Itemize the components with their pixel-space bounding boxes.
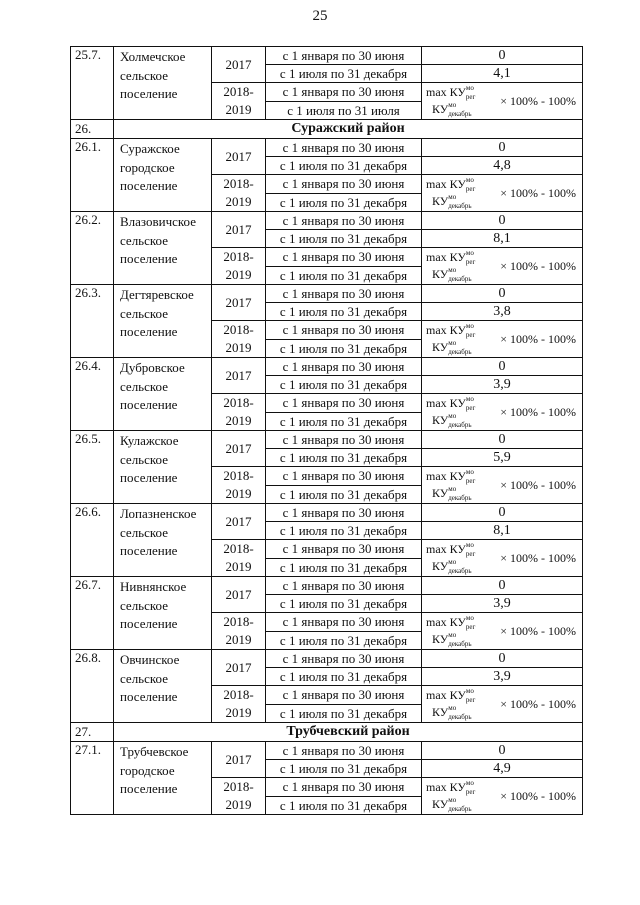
year-2018-2019: [212, 83, 266, 120]
period-first-half: с 1 января по 30 июня: [266, 650, 422, 668]
period-first-half: с 1 января по 30 июня: [266, 742, 422, 760]
settlement-name-line: сельское: [120, 597, 168, 613]
period-second-half: с 1 июля по 31 декабря: [266, 595, 422, 613]
period-first-half: с 1 января по 30 июня: [266, 686, 422, 705]
formula-sup: мо: [465, 468, 474, 476]
formula-sub: декабрь: [448, 640, 472, 648]
formula-ku: КУ: [432, 194, 449, 208]
formula-max: max КУ: [426, 396, 466, 410]
tariff-table-body: [71, 47, 583, 815]
district-row: [71, 120, 583, 139]
formula-numerator: [426, 323, 475, 340]
index-value: 0: [422, 212, 583, 230]
formula: [422, 83, 582, 119]
index-value: 3,9: [422, 595, 583, 613]
index-value: 0: [422, 431, 583, 449]
formula-max: max КУ: [426, 542, 466, 556]
settlement-row: [71, 577, 583, 595]
settlement-name-line: Овчинское: [120, 652, 180, 667]
year-line: 2018-: [223, 84, 254, 99]
settlement-name: [114, 504, 212, 577]
settlement-name-line: сельское: [120, 524, 168, 540]
formula-cell: [422, 175, 583, 212]
year-line: 2018-: [223, 468, 254, 483]
formula-sub: рег: [465, 788, 476, 796]
formula-denominator: [432, 797, 472, 814]
index-value: 3,8: [422, 303, 583, 321]
index-value: 3,9: [422, 376, 583, 394]
row-number: 26.: [71, 120, 114, 139]
period-second-half: с 1 июля по 31 декабря: [266, 522, 422, 540]
settlement-name-line: Нивнянское: [120, 579, 187, 594]
settlement-row: [71, 212, 583, 230]
index-value: 0: [422, 650, 583, 668]
formula-sup: мо: [448, 101, 457, 109]
formula-max: max КУ: [426, 469, 466, 483]
formula-sub: декабрь: [448, 713, 472, 721]
period-second-half: с 1 июля по 31 декабря: [266, 449, 422, 467]
period-second-half: с 1 июля по 31 июля: [266, 101, 422, 120]
formula-ku: КУ: [432, 267, 449, 281]
index-value: 0: [422, 47, 583, 65]
formula-numerator: [426, 615, 475, 632]
page-number: 25: [312, 8, 328, 24]
formula-sub: декабрь: [448, 275, 472, 283]
index-value: 4,9: [422, 760, 583, 778]
formula-sub: декабрь: [448, 202, 472, 210]
settlement-name: [114, 47, 212, 120]
formula-rest: × 100% - 100%: [500, 94, 576, 108]
formula-sup: мо: [448, 412, 457, 420]
settlement-name-line: Дубровское: [120, 360, 185, 375]
formula-ku: КУ: [432, 797, 449, 811]
formula-sub: декабрь: [448, 348, 472, 356]
formula-rest: × 100% - 100%: [500, 259, 576, 273]
settlement-name-line: Суражское: [120, 141, 180, 156]
year-line: 2018-: [223, 322, 254, 337]
formula: [422, 613, 582, 649]
formula-max: max КУ: [426, 177, 466, 191]
settlement-name: [114, 139, 212, 212]
index-value: 8,1: [422, 522, 583, 540]
formula-ku: КУ: [432, 486, 449, 500]
settlement-name-line: Дегтяревское: [120, 287, 194, 302]
formula-numerator: [426, 542, 475, 559]
settlement-name-line: Влазовичское: [120, 214, 196, 229]
formula-sup: мо: [448, 631, 457, 639]
row-number: 26.2.: [71, 212, 114, 285]
year-2017: 2017: [212, 285, 266, 321]
formula-sup: мо: [465, 322, 474, 330]
index-value: 4,1: [422, 65, 583, 83]
formula-max: max КУ: [426, 85, 466, 99]
formula-cell: [422, 321, 583, 358]
settlement-name-line: поселение: [120, 470, 178, 485]
formula-rest: × 100% - 100%: [500, 186, 576, 200]
period-first-half: с 1 января по 30 июня: [266, 285, 422, 303]
formula-denominator: [432, 102, 472, 119]
formula-numerator: [426, 177, 475, 194]
formula-rest: × 100% - 100%: [500, 697, 576, 711]
row-number: 26.1.: [71, 139, 114, 212]
formula-sub: декабрь: [448, 805, 472, 813]
formula-sup: мо: [465, 541, 474, 549]
settlement-row: [71, 285, 583, 303]
year-2018-2019: [212, 394, 266, 431]
row-number: 27.1.: [71, 742, 114, 815]
year-2017: 2017: [212, 650, 266, 686]
period-first-half: с 1 января по 30 июня: [266, 83, 422, 102]
period-second-half: с 1 июля по 31 декабря: [266, 704, 422, 723]
formula-denominator: [432, 486, 472, 503]
period-first-half: с 1 января по 30 июня: [266, 248, 422, 267]
row-number: 26.5.: [71, 431, 114, 504]
formula-sup: мо: [448, 485, 457, 493]
formula-cell: [422, 248, 583, 285]
formula-sub: декабрь: [448, 567, 472, 575]
formula: [422, 686, 582, 722]
period-first-half: с 1 января по 30 июня: [266, 613, 422, 632]
year-2017: 2017: [212, 139, 266, 175]
formula-rest: × 100% - 100%: [500, 478, 576, 492]
year-2018-2019: [212, 175, 266, 212]
formula-denominator: [432, 194, 472, 211]
settlement-row: [71, 431, 583, 449]
formula-numerator: [426, 780, 475, 797]
settlement-row: [71, 742, 583, 760]
settlement-name-line: поселение: [120, 616, 178, 631]
settlement-name-line: поселение: [120, 543, 178, 558]
period-first-half: с 1 января по 30 июня: [266, 47, 422, 65]
index-value: 4,8: [422, 157, 583, 175]
period-first-half: с 1 января по 30 июня: [266, 358, 422, 376]
formula-cell: [422, 613, 583, 650]
year-2018-2019: [212, 321, 266, 358]
row-number: 27.: [71, 723, 114, 742]
settlement-name: [114, 742, 212, 815]
formula-ku: КУ: [432, 340, 449, 354]
year-2018-2019: [212, 467, 266, 504]
settlement-row: [71, 504, 583, 522]
settlement-name-line: сельское: [120, 232, 168, 248]
formula-sub: декабрь: [448, 421, 472, 429]
year-2017: 2017: [212, 212, 266, 248]
formula-cell: [422, 540, 583, 577]
row-number: 25.7.: [71, 47, 114, 120]
formula-sub: рег: [465, 404, 476, 412]
period-first-half: с 1 января по 30 июня: [266, 577, 422, 595]
period-first-half: с 1 января по 30 июня: [266, 540, 422, 559]
formula-cell: [422, 467, 583, 504]
formula-denominator: [432, 632, 472, 649]
period-second-half: с 1 июля по 31 декабря: [266, 303, 422, 321]
settlement-name-line: сельское: [120, 305, 168, 321]
formula-cell: [422, 686, 583, 723]
period-first-half: с 1 января по 30 июня: [266, 431, 422, 449]
settlement-name-line: Холмечское: [120, 49, 186, 64]
index-value: 0: [422, 504, 583, 522]
formula-sup: мо: [448, 266, 457, 274]
formula-rest: × 100% - 100%: [500, 405, 576, 419]
formula-sup: мо: [448, 558, 457, 566]
period-first-half: с 1 января по 30 июня: [266, 321, 422, 340]
settlement-name-line: поселение: [120, 251, 178, 266]
formula: [422, 540, 582, 576]
settlement-name-line: Трубчевское: [120, 744, 189, 759]
period-first-half: с 1 января по 30 июня: [266, 778, 422, 797]
year-2017: 2017: [212, 577, 266, 613]
formula-ku: КУ: [432, 705, 449, 719]
formula-sub: декабрь: [448, 494, 472, 502]
settlement-name-line: сельское: [120, 670, 168, 686]
formula: [422, 394, 582, 430]
index-value: 8,1: [422, 230, 583, 248]
year-2017: 2017: [212, 47, 266, 83]
year-line: 2018-: [223, 541, 254, 556]
formula-numerator: [426, 250, 475, 267]
year-2017: 2017: [212, 358, 266, 394]
index-value: 0: [422, 139, 583, 157]
formula-sup: мо: [448, 796, 457, 804]
settlement-name-line: городское: [120, 762, 175, 778]
settlement-name-line: поселение: [120, 781, 178, 796]
formula-denominator: [432, 705, 472, 722]
year-2018-2019: [212, 778, 266, 815]
year-2017: 2017: [212, 504, 266, 540]
settlement-name-line: сельское: [120, 67, 168, 83]
formula-sub: декабрь: [448, 110, 472, 118]
formula-ku: КУ: [432, 102, 449, 116]
year-line: 2019: [225, 632, 252, 647]
settlement-name-line: сельское: [120, 378, 168, 394]
formula-sup: мо: [465, 395, 474, 403]
settlement-row: [71, 650, 583, 668]
formula: [422, 467, 582, 503]
formula-sup: мо: [448, 193, 457, 201]
formula-max: max КУ: [426, 250, 466, 264]
formula-ku: КУ: [432, 632, 449, 646]
settlement-row: [71, 358, 583, 376]
formula-sup: мо: [465, 84, 474, 92]
period-second-half: с 1 июля по 31 декабря: [266, 230, 422, 248]
row-number: 26.4.: [71, 358, 114, 431]
formula-numerator: [426, 85, 475, 102]
formula-sub: рег: [465, 623, 476, 631]
row-number: 26.7.: [71, 577, 114, 650]
formula-cell: [422, 83, 583, 120]
formula-sub: рег: [465, 550, 476, 558]
formula: [422, 778, 582, 814]
period-second-half: с 1 июля по 31 декабря: [266, 796, 422, 815]
formula-max: max КУ: [426, 688, 466, 702]
year-line: 2018-: [223, 614, 254, 629]
formula-denominator: [432, 340, 472, 357]
index-value: 0: [422, 285, 583, 303]
index-value: 0: [422, 358, 583, 376]
year-2018-2019: [212, 540, 266, 577]
period-second-half: с 1 июля по 31 декабря: [266, 485, 422, 504]
formula: [422, 248, 582, 284]
formula-sup: мо: [465, 687, 474, 695]
formula: [422, 321, 582, 357]
formula-cell: [422, 394, 583, 431]
period-second-half: с 1 июля по 31 декабря: [266, 157, 422, 175]
formula-sup: мо: [465, 614, 474, 622]
period-first-half: с 1 января по 30 июня: [266, 504, 422, 522]
year-line: 2019: [225, 267, 252, 282]
year-line: 2018-: [223, 176, 254, 191]
settlement-name: [114, 358, 212, 431]
period-second-half: с 1 июля по 31 декабря: [266, 193, 422, 212]
settlement-name: [114, 577, 212, 650]
formula-ku: КУ: [432, 559, 449, 573]
formula-sup: мо: [448, 339, 457, 347]
year-2018-2019: [212, 686, 266, 723]
formula-rest: × 100% - 100%: [500, 624, 576, 638]
year-line: 2019: [225, 705, 252, 720]
settlement-row: [71, 139, 583, 157]
settlement-name: [114, 431, 212, 504]
formula-sub: рег: [465, 696, 476, 704]
settlement-name-line: сельское: [120, 451, 168, 467]
formula-max: max КУ: [426, 323, 466, 337]
district-name: Трубчевский район: [114, 723, 583, 742]
year-line: 2018-: [223, 687, 254, 702]
index-value: 0: [422, 577, 583, 595]
settlement-name-line: поселение: [120, 397, 178, 412]
period-first-half: с 1 января по 30 июня: [266, 394, 422, 413]
settlement-name: [114, 650, 212, 723]
year-line: 2019: [225, 486, 252, 501]
period-second-half: с 1 июля по 31 декабря: [266, 339, 422, 358]
formula-cell: [422, 778, 583, 815]
formula: [422, 175, 582, 211]
year-line: 2019: [225, 797, 252, 812]
formula-sub: рег: [465, 331, 476, 339]
period-second-half: с 1 июля по 31 декабря: [266, 631, 422, 650]
year-2018-2019: [212, 248, 266, 285]
formula-denominator: [432, 413, 472, 430]
formula-max: max КУ: [426, 780, 466, 794]
formula-sup: мо: [448, 704, 457, 712]
formula-sup: мо: [465, 176, 474, 184]
year-line: 2019: [225, 340, 252, 355]
formula-sup: мо: [465, 779, 474, 787]
period-first-half: с 1 января по 30 июня: [266, 139, 422, 157]
period-second-half: с 1 июля по 31 декабря: [266, 412, 422, 431]
formula-denominator: [432, 559, 472, 576]
year-2017: 2017: [212, 742, 266, 778]
district-name: Суражский район: [114, 120, 583, 139]
period-second-half: с 1 июля по 31 декабря: [266, 266, 422, 285]
period-first-half: с 1 января по 30 июня: [266, 175, 422, 194]
settlement-name-line: поселение: [120, 86, 178, 101]
index-value: 0: [422, 742, 583, 760]
district-row: [71, 723, 583, 742]
formula-sub: рег: [465, 258, 476, 266]
formula-numerator: [426, 469, 475, 486]
year-2017: 2017: [212, 431, 266, 467]
year-line: 2019: [225, 413, 252, 428]
formula-numerator: [426, 688, 475, 705]
settlement-name-line: городское: [120, 159, 175, 175]
year-line: 2018-: [223, 395, 254, 410]
formula-rest: × 100% - 100%: [500, 332, 576, 346]
index-value: 5,9: [422, 449, 583, 467]
year-line: 2019: [225, 102, 252, 117]
year-line: 2019: [225, 559, 252, 574]
formula-numerator: [426, 396, 475, 413]
period-first-half: с 1 января по 30 июня: [266, 212, 422, 230]
formula-sub: рег: [465, 93, 476, 101]
settlement-row: [71, 47, 583, 65]
formula-sup: мо: [465, 249, 474, 257]
formula-rest: × 100% - 100%: [500, 789, 576, 803]
settlement-name: [114, 212, 212, 285]
row-number: 26.8.: [71, 650, 114, 723]
year-line: 2018-: [223, 249, 254, 264]
formula-ku: КУ: [432, 413, 449, 427]
settlement-name-line: поселение: [120, 689, 178, 704]
period-second-half: с 1 июля по 31 декабря: [266, 65, 422, 83]
year-line: 2018-: [223, 779, 254, 794]
settlement-name-line: поселение: [120, 178, 178, 193]
settlement-name-line: поселение: [120, 324, 178, 339]
period-second-half: с 1 июля по 31 декабря: [266, 558, 422, 577]
period-second-half: с 1 июля по 31 декабря: [266, 668, 422, 686]
period-first-half: с 1 января по 30 июня: [266, 467, 422, 486]
year-2018-2019: [212, 613, 266, 650]
formula-rest: × 100% - 100%: [500, 551, 576, 565]
settlement-name-line: Кулажское: [120, 433, 179, 448]
formula-sub: рег: [465, 477, 476, 485]
period-second-half: с 1 июля по 31 декабря: [266, 376, 422, 394]
row-number: 26.3.: [71, 285, 114, 358]
index-value: 3,9: [422, 668, 583, 686]
settlement-name-line: Лопазненское: [120, 506, 197, 521]
formula-denominator: [432, 267, 472, 284]
period-second-half: с 1 июля по 31 декабря: [266, 760, 422, 778]
formula-sub: рег: [465, 185, 476, 193]
formula-max: max КУ: [426, 615, 466, 629]
year-line: 2019: [225, 194, 252, 209]
tariff-table: [70, 46, 583, 815]
row-number: 26.6.: [71, 504, 114, 577]
settlement-name: [114, 285, 212, 358]
